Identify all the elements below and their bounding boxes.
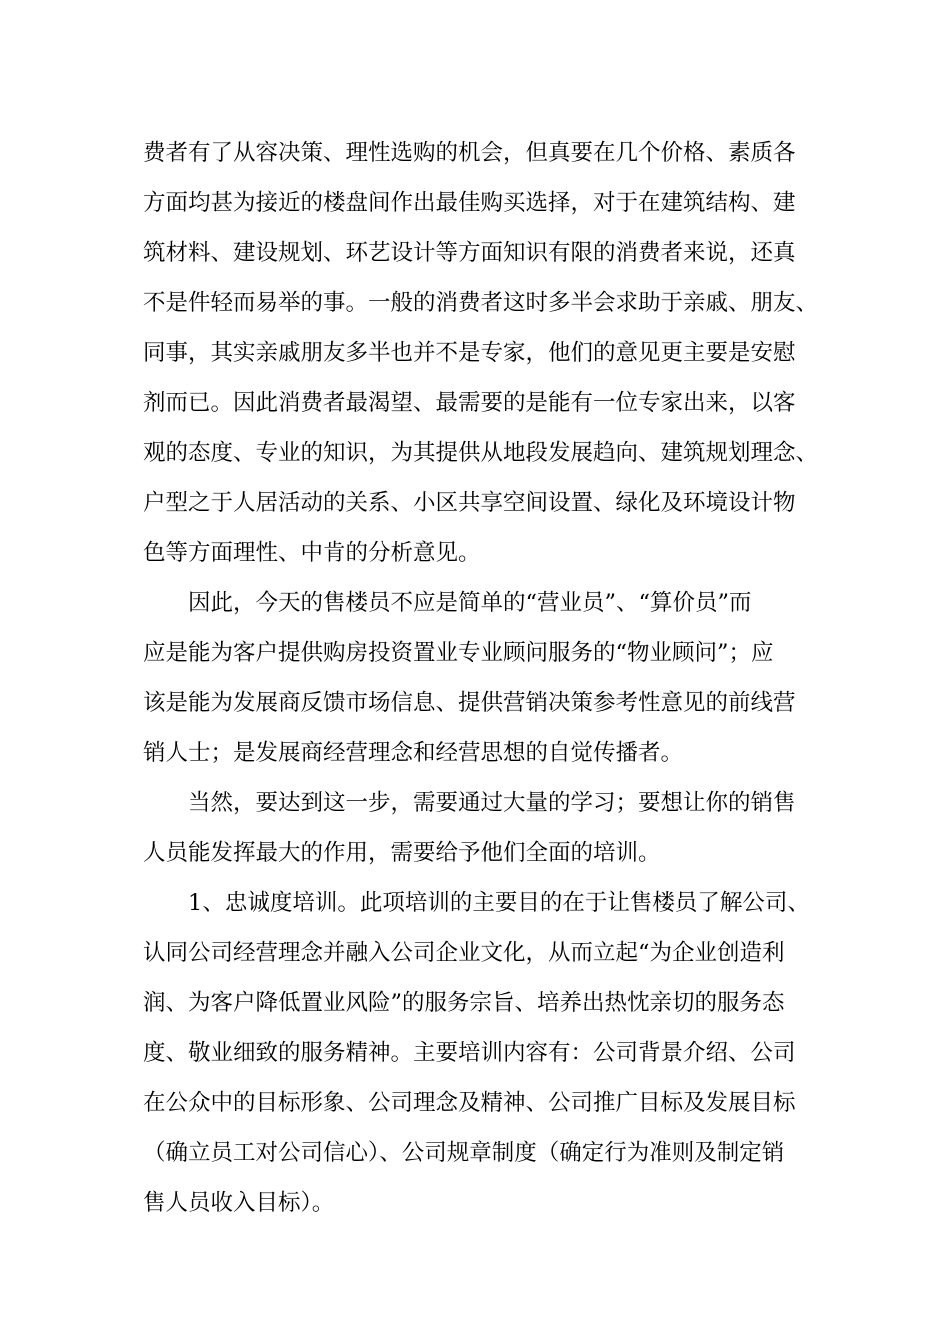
text-line: 观的态度、专业的知识，为其提供从地段发展趋向、建筑规划理念、 <box>143 440 819 466</box>
text-line: 销人士；是发展商经营理念和经营思想的自觉传播者。 <box>143 740 684 766</box>
text-line: 度、敬业细致的服务精神。主要培训内容有：公司背景介绍、公司 <box>143 1040 796 1066</box>
text-line: 费者有了从容决策、理性选购的机会，但真要在几个价格、素质各 <box>143 140 796 166</box>
text-line: 色等方面理性、中肯的分析意见。 <box>143 540 481 566</box>
text-line: 户型之于人居活动的关系、小区共享空间设置、绿化及环境设计物 <box>143 490 796 516</box>
text-line: 筑材料、建设规划、环艺设计等方面知识有限的消费者来说，还真 <box>143 240 796 266</box>
text-line: 应是能为客户提供购房投资置业专业顾问服务的“物业顾问”；应 <box>143 640 774 666</box>
text-line: 在公众中的目标形象、公司理念及精神、公司推广目标及发展目标 <box>143 1090 796 1116</box>
text-line: 当然，要达到这一步，需要通过大量的学习；要想让你的销售 <box>188 790 796 816</box>
text-line: 同事，其实亲戚朋友多半也并不是专家，他们的意见更主要是安慰 <box>143 340 796 366</box>
text-line: 认同公司经营理念并融入公司企业文化，从而立起“为企业创造利 <box>143 940 785 966</box>
text-line: 因此，今天的售楼员不应是简单的“营业员”、“算价员”而 <box>188 590 752 616</box>
body-text <box>143 128 828 1228</box>
text-line: 该是能为发展商反馈市场信息、提供营销决策参考性意见的前线营 <box>143 690 796 716</box>
text-line: 方面均甚为接近的楼盘间作出最佳购买选择，对于在建筑结构、建 <box>143 190 796 216</box>
paragraph-consumer-advice <box>143 128 828 578</box>
paragraph-loyalty-training <box>143 878 828 1228</box>
paragraph-sales-role <box>143 578 828 778</box>
text-line: 人员能发挥最大的作用，需要给予他们全面的培训。 <box>143 840 661 866</box>
paragraph-training-need <box>143 778 828 878</box>
text-line: 润、为客户降低置业风险”的服务宗旨、培养出热忱亲切的服务态 <box>143 990 785 1016</box>
text-line: 不是件轻而易举的事。一般的消费者这时多半会求助于亲戚、朋友、 <box>143 290 819 316</box>
text-line: 售人员收入目标）。 <box>143 1190 335 1216</box>
text-line: （确立员工对公司信心）、公司规章制度（确定行为准则及制定销 <box>143 1140 785 1166</box>
text-line: 剂而已。因此消费者最渴望、最需要的是能有一位专家出来，以客 <box>143 390 796 416</box>
text-line: 1、忠诚度培训。此项培训的主要目的在于让售楼员了解公司、 <box>188 890 810 916</box>
